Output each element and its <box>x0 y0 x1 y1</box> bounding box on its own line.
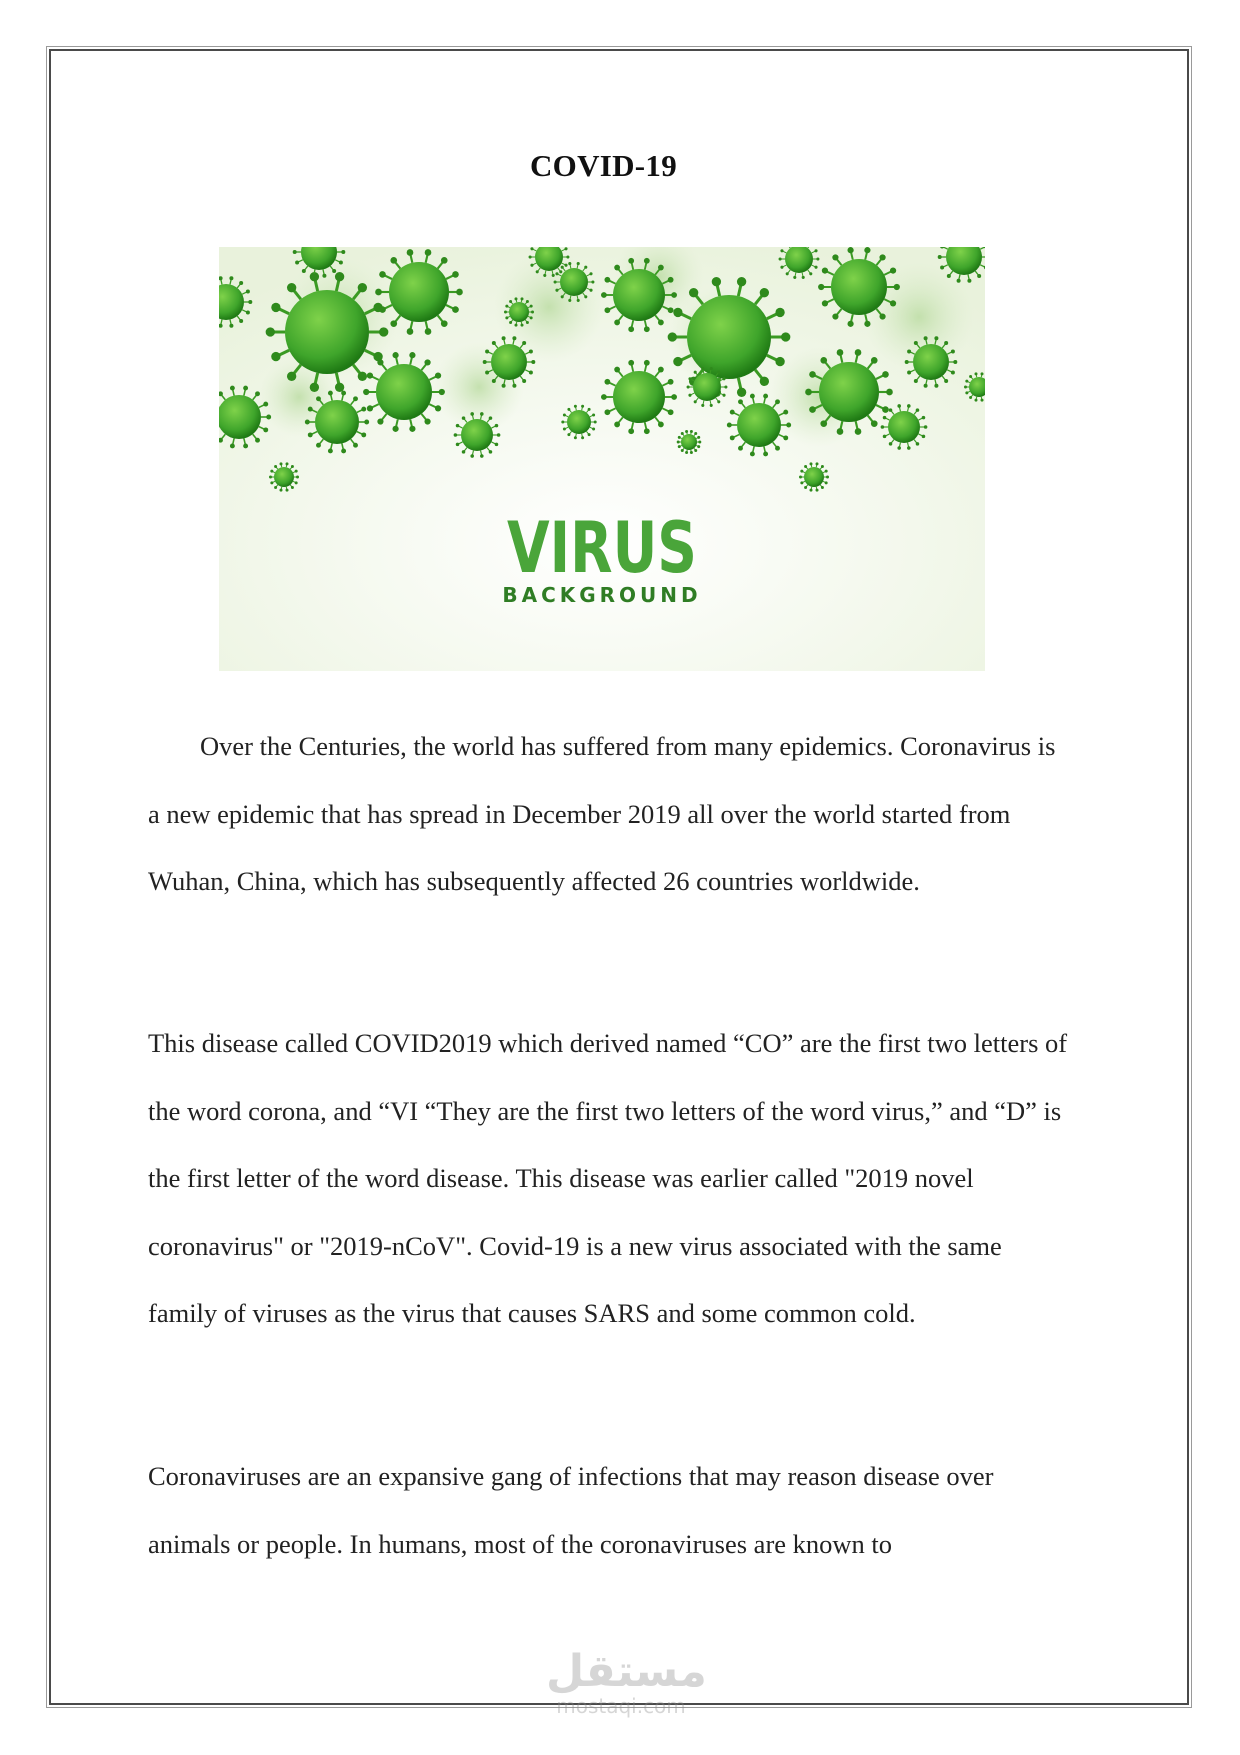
paragraph-3-block <box>148 1443 1068 1578</box>
mostaqi-watermark <box>546 1646 707 1730</box>
paragraph-3: Coronaviruses are an expansive gang of infections that may reason disease over animals or people. In humans, most of the coronaviruses are known to <box>148 1461 994 1559</box>
paragraph-2-block <box>148 1010 1068 1348</box>
watermark-site: mostaqi.com <box>556 1694 686 1718</box>
virus-background-image <box>219 247 985 671</box>
document-title: COVID-19 <box>529 148 678 183</box>
banner-subline: BACKGROUND <box>502 583 702 607</box>
paragraph-1: Over the Centuries, the world has suffered from many epidemics. Coronavirus is a new epidemic that has spread in December 2019 all over the world started from Wuhan, China, which has subsequently affected 26 countries worldwide. <box>148 731 1056 896</box>
paragraph-1-block <box>148 713 1068 916</box>
paragraph-2: This disease called COVID2019 which derived named “CO” are the first two letters of the word corona, and “VI “They are the first two letters of the word virus,” and “D” is the first letter of the word disease. This disease was earlier called "2019 novel coronavirus" or "2019-nCoV". Covid-19 is a new virus associated with the same family of viruses as the virus that causes SARS and some common cold. <box>148 1028 1068 1328</box>
watermark-logo: مستقل <box>546 1646 707 1697</box>
banner-headline: VIRUS <box>507 507 697 589</box>
